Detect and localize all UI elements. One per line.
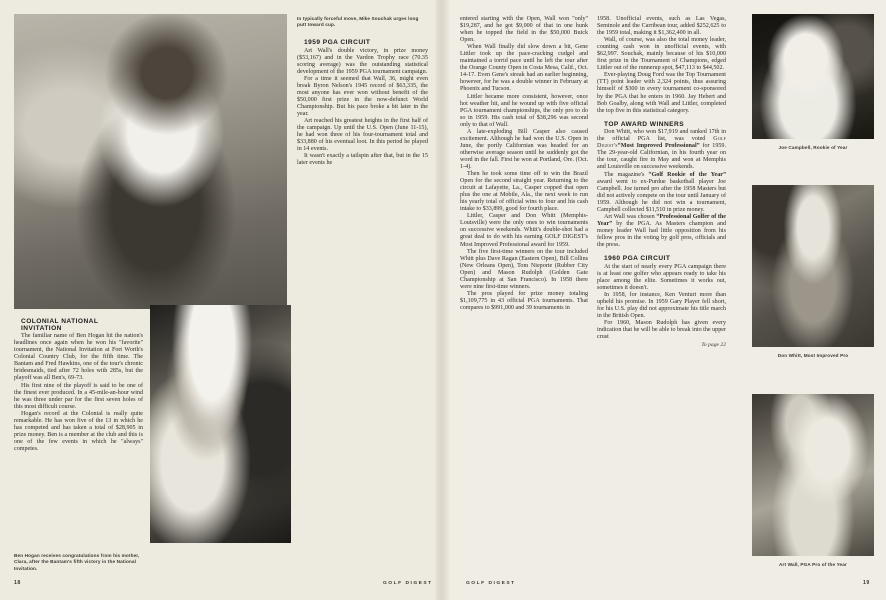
page-gutter — [436, 0, 450, 600]
paragraph: The familiar name of Ben Hogan hit the nation's headlines once again when he won his "favorite" tournament, the National Invitation at Fort Worth's Colonial Country Club, for the fifth time. The Bantam and Fred Hawkins, one of the tour's chronic bridesmaids, tied after 72 holes with 285s, but the playoff was all Ben's, 69-73. — [14, 333, 143, 382]
paragraph: His first nine of the playoff is said to be one of the finest ever produced. In a 45-mile-an-hour wind he was three under par for the first seven holes of this most difficult course. — [14, 382, 143, 410]
paragraph: In 1958, for instance, Ken Venturi more than upheld his promise. In 1959 Gary Player fell short, for his U.S. play did not approximate his title march in the British Open. — [597, 291, 726, 319]
text-run: by the PGA. As Masters champion and money leader Wall had little opposition from his fellow pros in the voting by golf pros, officials and the press. — [597, 220, 726, 248]
paragraph: The pros played for prize money totaling $1,109,775 in 43 official PGA tournaments. That compares to $991,000 and 39 tournaments in — [460, 290, 588, 311]
paragraph: entered starting with the Open, Wall won "only" $19,287, and he got $9,000 of that in one hunk when he topped the field in the $50,000 Buick Open. — [460, 16, 588, 44]
paragraph: Art Wall's double victory, in prize money ($53,167) and in the Vardon Trophy race (70.35 scoring average) was the outstanding statistical development of the 1959 PGA tournament campaign. — [297, 47, 428, 75]
caption-souchak: In typically forceful move, Mike Souchak urges long putt toward cup. — [297, 16, 419, 28]
jump-line-to-page[interactable]: To page 22 — [701, 342, 726, 349]
paragraph: Then he took some time off to win the Brazil Open for the second straight year. Returning to the circuit at Lafayette, La., Casper copped that open plus the one at Mobile, Ala., the next week to run his yearly total of official wins to four and his cash intake to $33,899, good for fourth place. — [460, 171, 588, 213]
caption-artwall: Art Wall, PGA Pro of the Year — [779, 562, 847, 567]
folio-page-18: 18 — [14, 580, 21, 586]
caption-hogan: Ben Hogan receives congratulations from his mother, Clara, after the Bantam's fifth victory in the National Invitation. — [14, 553, 140, 571]
photo-ben-hogan-with-mother — [150, 305, 291, 543]
golf-digest-smallcaps: Golf Digest's — [597, 136, 726, 150]
text-run: for 1959. The 29-year-old Californian, in his fourth year on the tour, caught fire in May and won at Memphis and Louisville on successive weekends. — [597, 143, 726, 171]
photo-joe-campbell-portrait — [752, 14, 874, 139]
paragraph: Ever-playing Doug Ford was the Top Tournament (TT) point leader with 2,324 points, thus assuring himself of $300 in every tournament co-sponsored by the PGA that he enters in 1960. Jay Hebert and Bob Goalby, along with Wall and Littler, completed the top five in this statistical category. — [597, 72, 726, 114]
heading-colonial-line1: COLONIAL NATIONAL — [21, 318, 99, 325]
caption-campbell: Joe Campbell, Rookie of Year — [778, 145, 848, 150]
text-run: award went to ex-Purdue basketball player Joe Campbell. Joe turned pro after the 1958 Masters but did not actively compete on the tour until January of 1959. Although he did not win a tournament, Campbell collected $11,510 in prize money. — [597, 178, 726, 213]
caption-whitt: Don Whitt, Most Improved Pro — [777, 353, 849, 358]
award-golf-rookie-of-the-year: “Golf Rookie of the Year” — [648, 171, 726, 178]
heading-1959-pga-circuit: 1959 PGA CIRCUIT — [304, 39, 371, 46]
paragraph-joe-campbell — [597, 172, 726, 214]
paragraph-don-whitt — [597, 129, 726, 171]
paragraph: For a time it seemed that Wall, 36, might even break Byron Nelson's 1945 record of $63,335, the most anyone has ever won without benefit of the $50,000 first prize in the now-defunct World Championship. But his pace broke a bit later in the year. — [297, 75, 428, 118]
award-professional-golfer-of-the-year: “Professional Golfer of the Year” — [597, 213, 727, 227]
paragraph: Art reached his greatest heights in the first half of the campaign. Up until the U.S. Open (June 11-15), he had won three of his four-tournament total and $33,880 of his eventual loot. In this period he played in 14 events. — [297, 118, 428, 153]
paragraph: Wall, of course, was also the total money leader, counting cash won in unofficial events, with $62,997. Souchak, mainly because of his $10,000 first prize in the Tournament of Champions, edged Littler out of the runnerup spot, $47,113 to $44,502. — [597, 37, 726, 72]
heading-top-award-winners: TOP AWARD WINNERS — [604, 120, 685, 128]
text-run: The magazine's — [604, 171, 649, 178]
heading-colonial-line2: INVITATION — [21, 324, 62, 332]
paragraph: At the start of nearly every PGA campaign there is at least one golfer who appears ready to take his place among the elite. Sometimes it works out, sometimes it doesn't. — [597, 263, 726, 291]
paragraph: Littler, Casper and Don Whitt (Memphis-Louisville) were the only ones to win tournaments on successive weekends. Whitt's double-shot had a great deal to do with his earning GOLF DIGEST's Most Improved Professional award for 1959. — [460, 213, 588, 248]
column-pga-circuit-continued — [460, 16, 588, 312]
column-top-award-winners — [597, 16, 726, 349]
heading-1960-pga-circuit: 1960 PGA CIRCUIT — [604, 255, 671, 263]
column-colonial-national-invitation — [14, 318, 143, 453]
column-1959-pga-circuit — [297, 16, 428, 167]
paragraph: It wasn't exactly a tailspin after that, but in the 15 later events he — [297, 153, 428, 167]
paragraph: For 1960, Mason Rudolph has given every indication that he will be able to break into the upper crust — [597, 320, 726, 341]
photo-art-wall-portrait — [752, 394, 874, 556]
paragraph: When Wall finally did slow down a bit, Gene Littler took up the pace-cracking cudgel and maintained a torrid pace until he left the tour after the Orange County Open in Costa Mesa, Calif., Oct. 14-17. Even Gene's streak had an earlier beginning, however, for he was a double winner in February at Phoenix and Tucson. — [460, 44, 588, 93]
paragraph: Littler became more consistent, however, once hot weather hit, and he wound up with five official PGA tournament championships, the only pro to do so in 1959. His cash total of $38,296 was second only to that of Wall. — [460, 93, 588, 128]
text-run: Don Whitt, who won $17,919 and ranked 17th in the official PGA list, was voted — [597, 129, 726, 143]
photo-mike-souchak-putting — [14, 14, 287, 309]
photo-don-whitt-portrait — [752, 185, 874, 347]
paragraph: The five first-time winners on the tour included Whitt plus Dave Ragan (Eastern Open), Bill Collins (New Orleans Open), Tom Nieporte (Rubber City Open) and Mason Rudolph (Golden Gate Championship at San Francisco). In 1958 there were nine first-time winners. — [460, 248, 588, 290]
running-head-left: GOLF DIGEST — [383, 581, 433, 586]
running-head-right: GOLF DIGEST — [466, 581, 516, 586]
paragraph: 1958. Unofficial events, such as Las Vegas, Seminole and the Carribean tour, added $252,625 to the 1959 total, making it $1,362,400 in all. — [597, 16, 726, 37]
folio-page-19: 19 — [863, 580, 870, 586]
paragraph-art-wall — [597, 214, 726, 249]
award-most-improved-professional: “Most Improved Professional” — [617, 143, 700, 150]
paragraph: A late-exploding Bill Casper also caused excitement. Although he had won the U.S. Open in June, the portly Californian was headed for an otherwise average season until he suddenly got the word in the fall. First he won at Portland, Ore. (Oct. 1-4). — [460, 128, 588, 170]
paragraph: Hogan's record at the Colonial is really quite remarkable. He has won five of the 13 in which he has competed and has taken a total of $28,905 in prize money. Ben is a member at the club and this is one of the few events in which he "always" competes. — [14, 410, 143, 452]
text-run: Art Wall was chosen — [604, 213, 657, 220]
